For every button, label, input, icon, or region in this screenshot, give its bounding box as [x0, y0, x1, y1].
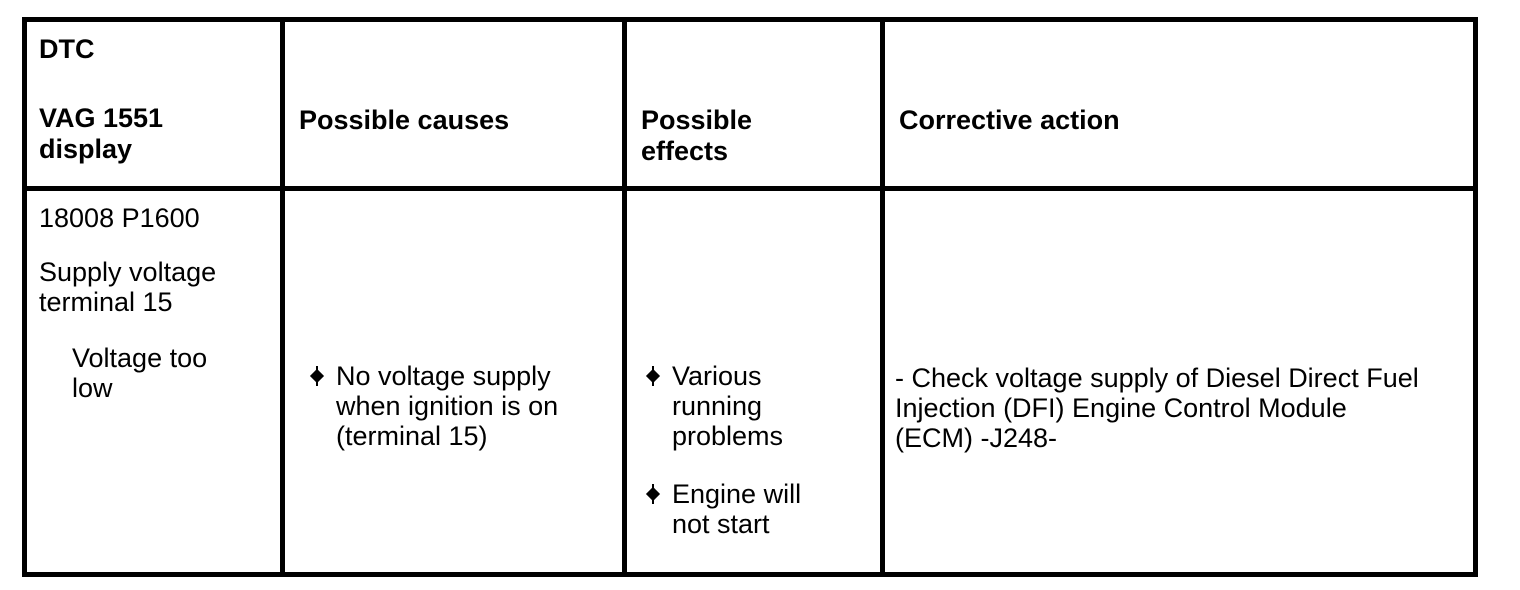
dtc-code: 18008 P1600 [39, 203, 200, 233]
cell-dtc [25, 189, 283, 575]
dtc-description: Supply voltage terminal 15 [39, 257, 217, 317]
cell-possible-effects [625, 189, 883, 575]
header-cell-possible-effects [625, 20, 883, 189]
list-item [645, 361, 872, 451]
cause-text: No voltage supply when ignition is on (terminal 15) [336, 361, 559, 451]
corrective-action-text: - Check voltage supply of Diesel Direct Fuel Injection (DFI) Engine Control Module (ECM) -J248- [895, 363, 1419, 453]
table-row [25, 189, 1476, 575]
header-corrective-action-label: Corrective action [899, 105, 1120, 135]
header-possible-effects-label: Possible effects [641, 105, 753, 166]
diamond-bullet-icon [645, 366, 661, 386]
diamond-bullet-icon [645, 484, 661, 504]
cell-corrective-action [883, 189, 1476, 575]
effect-text: Various running problems [672, 361, 784, 451]
effect-text: Engine will not start [672, 479, 802, 539]
header-dtc-label: DTC [39, 34, 95, 64]
header-cell-dtc [25, 20, 283, 189]
header-cell-possible-causes [283, 20, 625, 189]
table-header-row [25, 20, 1476, 189]
dtc-condition: Voltage too low [72, 343, 208, 403]
header-possible-causes-label: Possible causes [299, 105, 510, 135]
cell-possible-causes [283, 189, 625, 575]
list-item [645, 479, 872, 539]
header-vag-display-label: VAG 1551 display [39, 103, 164, 164]
header-cell-corrective-action [883, 20, 1476, 189]
diamond-bullet-icon [309, 366, 325, 386]
dtc-table [22, 17, 1478, 577]
list-item [309, 361, 614, 451]
